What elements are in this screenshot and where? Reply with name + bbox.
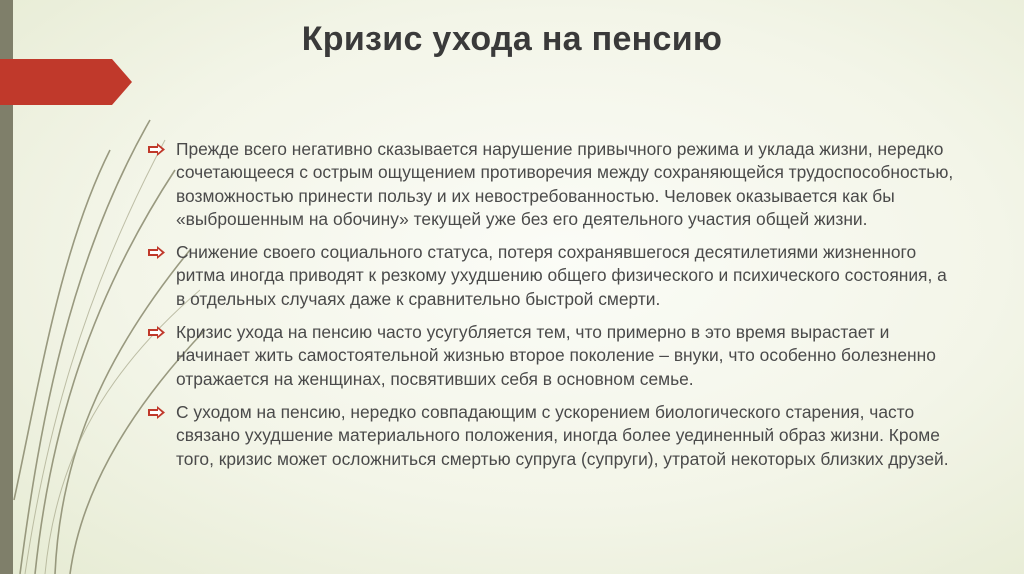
list-item (148, 401, 958, 471)
list-item (148, 138, 958, 231)
arrow-bullet-icon (148, 143, 165, 156)
arrow-bullet-icon (148, 406, 165, 419)
slide-title: Кризис ухода на пенсию (301, 20, 723, 58)
bullet-text: Снижение своего социального статуса, потеря сохранявшегося десятилетиями жизненного ритма иногда приводят к резкому ухудшению общего физического и психического состояния, а в отдельных случаях даже к сравнительно быстрой смерти. (176, 242, 947, 309)
bullet-list (148, 138, 958, 481)
title-arrow-banner (0, 59, 132, 105)
bullet-text: Кризис ухода на пенсию часто усугубляется тем, что примерно в это время вырастает и начинает жить самостоятельной жизнью второе поколение – внуки, что особенно болезненно отражается на женщинах, посвятивших себя в основном семье. (176, 322, 936, 389)
list-item (148, 241, 958, 311)
arrow-bullet-icon (148, 246, 165, 259)
list-item (148, 321, 958, 391)
bullet-text: Прежде всего негативно сказывается нарушение привычного режима и уклада жизни, нередко сочетающееся с острым ощущением противоречия между сохраняющейся трудоспособностью, возможностью принести пользу и их невостребованностью. Человек оказывается как бы «выброшенным на обочину» текущей уже без его деятельного участия общей жизни. (176, 139, 954, 229)
arrow-bullet-icon (148, 326, 165, 339)
bullet-text: С уходом на пенсию, нередко совпадающим с ускорением биологического старения, часто связано ухудшение материального положения, иногда более уединенный образ жизни. Кроме того, кризис может осложниться смертью супруга (супруги), утратой некоторых близких друзей. (176, 401, 949, 469)
